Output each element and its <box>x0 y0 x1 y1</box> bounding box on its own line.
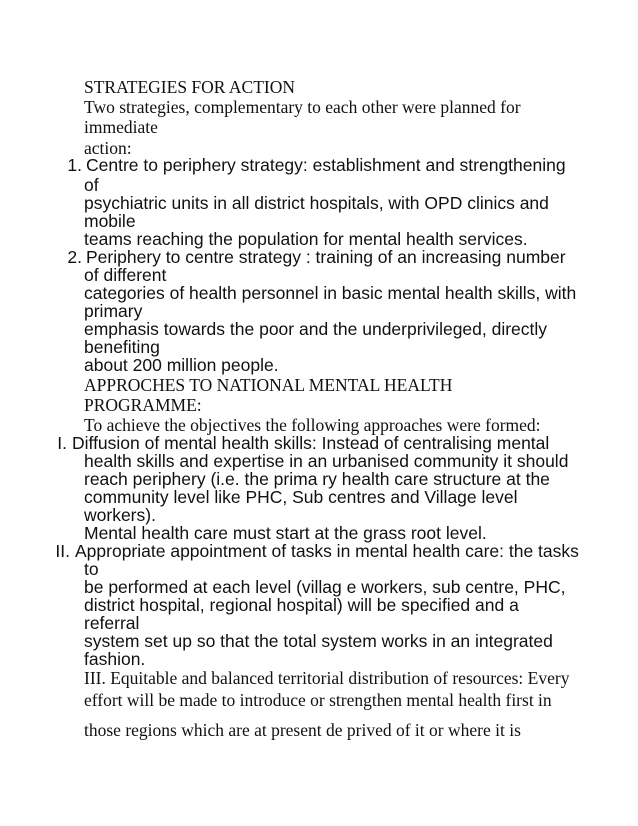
list-item-line: of different <box>84 265 167 285</box>
list-item-line: Mental health care must start at the grass root level. <box>84 523 487 543</box>
paragraph-line: effort will be made to introduce or strengthen mental health first in <box>84 690 552 710</box>
approaches-intro: To achieve the objectives the following approaches were formed: <box>84 415 541 435</box>
list-item-line: categories of health personnel in basic mental health skills, with <box>84 283 577 303</box>
list-item-line: referral <box>84 613 140 633</box>
section-heading-approaches: PROGRAMME: <box>84 395 202 415</box>
list-item-line: district hospital, regional hospital) will be specified and a <box>84 595 519 615</box>
list-number: 1. <box>67 155 82 175</box>
intro-line: immediate <box>84 117 158 137</box>
section-heading-strategies: STRATEGIES FOR ACTION <box>84 77 295 97</box>
list-item-line: workers). <box>84 505 156 525</box>
list-item-line: mobile <box>84 211 136 231</box>
paragraph-line: III. Equitable and balanced territorial distribution of resources: Every <box>84 668 570 688</box>
list-item-line: be performed at each level (villag e workers, sub centre, PHC, <box>84 577 566 597</box>
list-item-line: health skills and expertise in an urbanised community it should <box>84 451 569 471</box>
list-number: 2. <box>67 247 82 267</box>
list-item-line: Diffusion of mental health skills: Instead of centralising mental <box>72 433 550 453</box>
list-item-line: Centre to periphery strategy: establishment and strengthening <box>86 155 566 175</box>
list-item-line: psychiatric units in all district hospitals, with OPD clinics and <box>84 193 549 213</box>
list-item-line: reach periphery (i.e. the prima ry health care structure at the <box>84 469 550 489</box>
list-item-line: to <box>84 559 99 579</box>
list-item-line: emphasis towards the poor and the underprivileged, directly <box>84 319 548 339</box>
list-number: II. <box>55 541 70 561</box>
intro-line: action: <box>84 138 132 158</box>
list-number: I. <box>57 433 67 453</box>
list-item-line: fashion. <box>84 649 146 669</box>
list-item-line: system set up so that the total system works in an integrated <box>84 631 553 651</box>
list-item-line: community level like PHC, Sub centres and Village level <box>84 487 518 507</box>
list-item-line: Periphery to centre strategy : training of an increasing number <box>86 247 566 267</box>
list-item-line: about 200 million people. <box>84 355 279 375</box>
list-item-line: Appropriate appointment of tasks in mental health care: the tasks <box>75 541 579 561</box>
list-item-line: of <box>84 175 99 195</box>
section-heading-approaches: APPROCHES TO NATIONAL MENTAL HEALTH <box>84 375 453 395</box>
list-item-line: primary <box>84 301 143 321</box>
list-item-line: teams reaching the population for mental health services. <box>84 229 528 249</box>
intro-line: Two strategies, complementary to each other were planned for <box>84 97 521 117</box>
paragraph-line: those regions which are at present de prived of it or where it is <box>84 720 521 740</box>
list-item-line: benefiting <box>84 337 160 357</box>
